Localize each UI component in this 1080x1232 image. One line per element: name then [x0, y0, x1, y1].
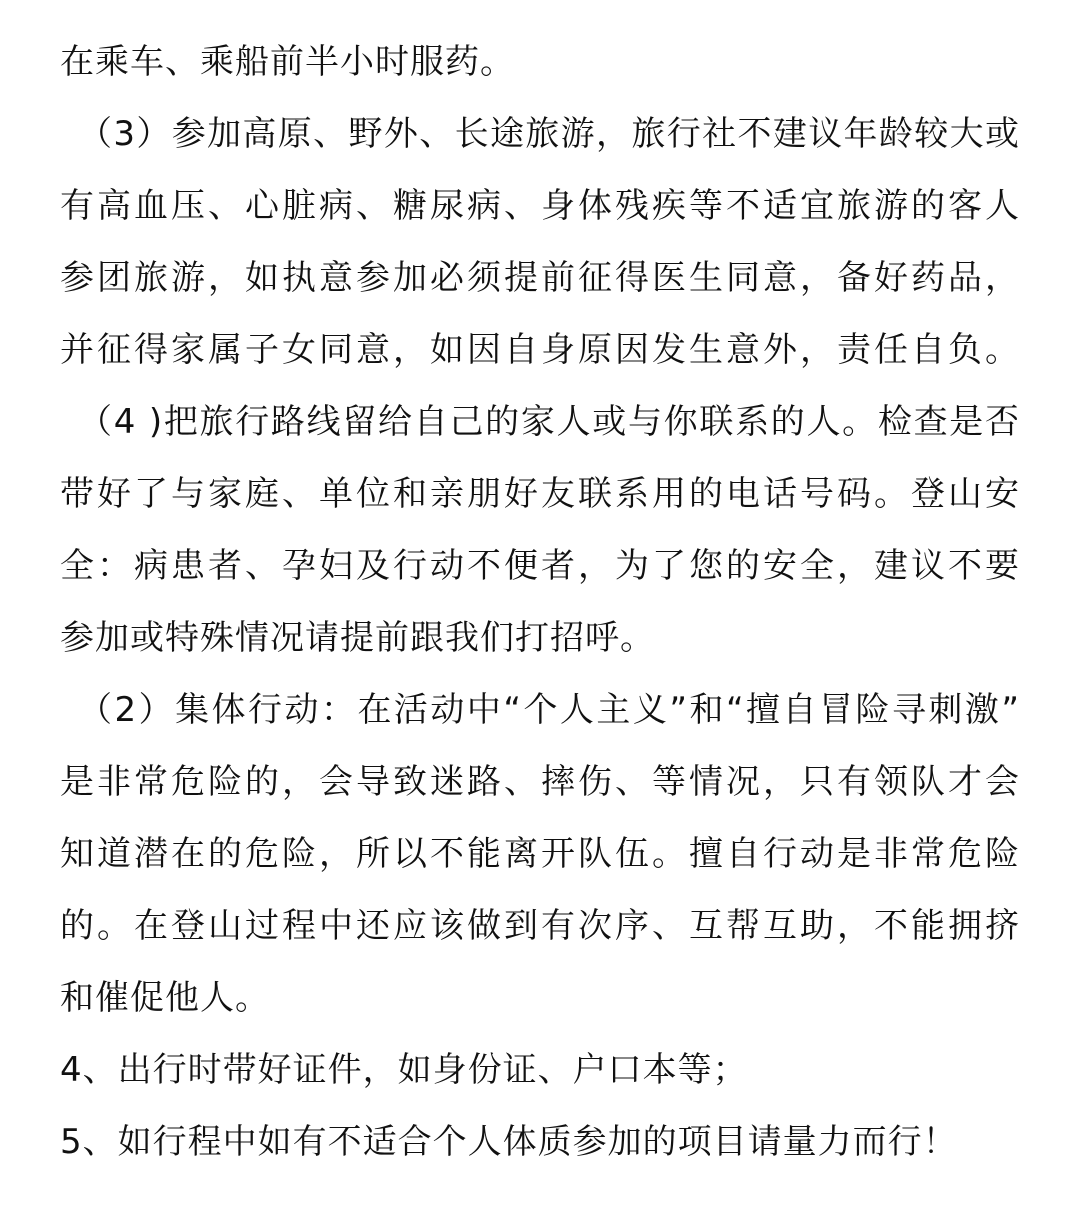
paragraph-line: 参团旅游，如执意参加必须提前征得医生同意，备好药品，	[60, 258, 1020, 298]
paragraph-line: （2）集体行动：在活动中“个人主义”和“擅自冒险寻刺激”	[78, 690, 1020, 730]
list-item: 4、出行时带好证件，如身份证、户口本等；	[60, 1050, 748, 1090]
paragraph-line: 参加或特殊情况请提前跟我们打招呼。	[60, 618, 655, 658]
paragraph-line: 知道潜在的危险，所以不能离开队伍。擅自行动是非常危险	[60, 834, 1020, 874]
paragraph-line: 全：病患者、孕妇及行动不便者，为了您的安全，建议不要	[60, 546, 1020, 586]
paragraph-line: 并征得家属子女同意，如因自身原因发生意外，责任自负。	[60, 330, 1020, 370]
text-line: 在乘车、乘船前半小时服药。	[60, 42, 515, 82]
paragraph-line: 带好了与家庭、单位和亲朋好友联系用的电话号码。登山安	[60, 474, 1020, 514]
paragraph-line: （4 )把旅行路线留给自己的家人或与你联系的人。检查是否	[78, 402, 1020, 442]
paragraph-line: 有高血压、心脏病、糖尿病、身体残疾等不适宜旅游的客人	[60, 186, 1020, 226]
paragraph-line: （3）参加高原、野外、长途旅游，旅行社不建议年龄较大或	[78, 114, 1020, 154]
paragraph-line: 的。在登山过程中还应该做到有次序、互帮互助，不能拥挤	[60, 906, 1020, 946]
paragraph-line: 是非常危险的，会导致迷路、摔伤、等情况，只有领队才会	[60, 762, 1020, 802]
list-item: 5、如行程中如有不适合个人体质参加的项目请量力而行！	[60, 1122, 958, 1162]
paragraph-line: 和催促他人。	[60, 978, 270, 1018]
